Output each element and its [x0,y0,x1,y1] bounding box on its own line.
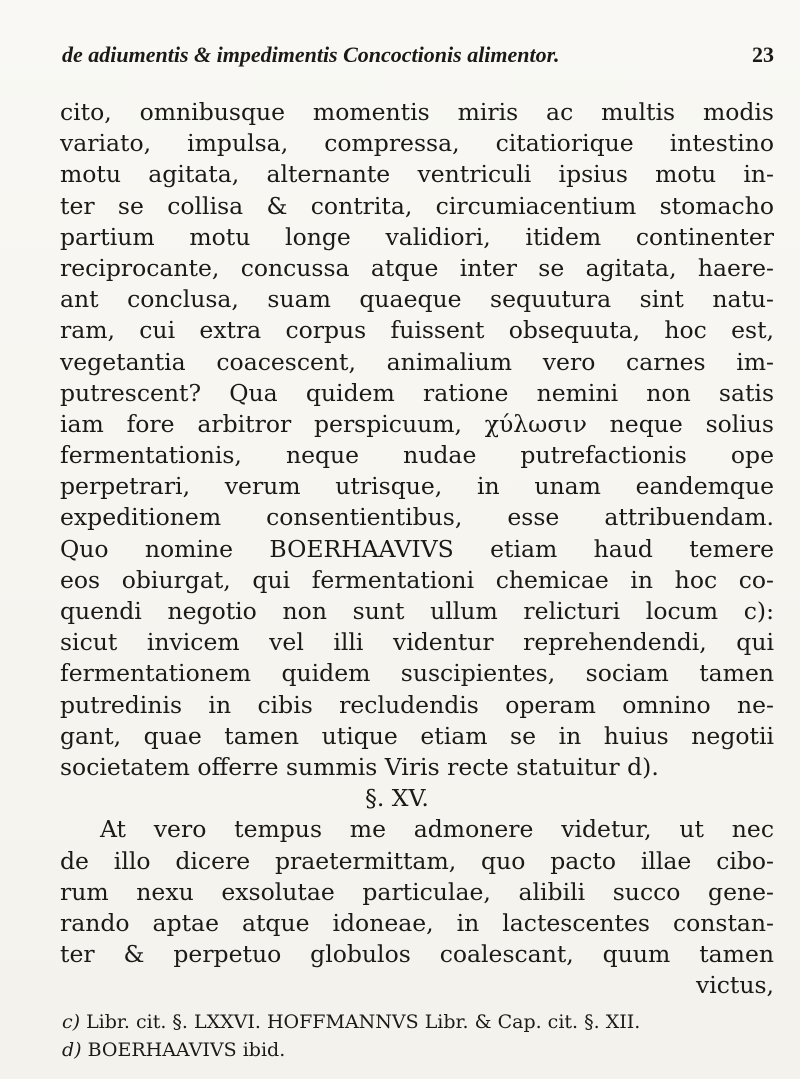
text-line: fermentationem quidem suscipientes, sociam tamen [60,659,774,688]
text-line: At vero tempus me admonere videtur, ut nec [100,815,774,844]
text-line: fermentationis, neque nudae putrefactionis ope [60,441,774,470]
header-title: de adiumentis & impedimentis Concoctionis alimentor. [62,42,560,67]
text-line: putrescent? Qua quidem ratione nemini non satis [60,378,774,407]
text-line: cito, omnibusque momentis miris ac multis modis [60,98,774,126]
footnote [62,1036,774,1064]
text-line: ant conclusa, suam quaeque sequutura sint natu- [60,285,774,314]
text-line: variato, impulsa, compressa, citatiorique intestino [60,129,774,158]
text-line: Quo nomine BOERHAAVIVS etiam haud temere [60,534,774,563]
footnote [62,1008,774,1036]
body-text [60,97,774,1001]
section-heading: §. XV. [365,784,429,813]
text-line: ter & perpetuo globulos coalescant, quum tamen [60,940,774,969]
text-line: rum nexu exsolutae particulae, alibili succo gene- [60,877,774,906]
page-number: 23 [752,42,774,67]
running-header [62,42,774,68]
text-line: rando aptae atque idoneae, in lactescentes constan- [60,908,774,937]
text-line: eos obiurgat, qui fermentationi chemicae in hoc co- [60,565,774,594]
text-line: motu agitata, alternante ventriculi ipsius motu in- [60,160,774,189]
text-line: de illo dicere praetermittam, quo pacto illae cibo- [60,846,774,875]
text-line: quendi negotio non sunt ullum relicturi locum c): [60,597,774,625]
text-line: putredinis in cibis recludendis operam omnino ne- [60,690,774,719]
text-line: iam fore arbitror perspicuum, χύλωσιν neque solius [60,409,774,438]
footnote-mark: c) [62,1011,81,1033]
footnote-text: Libr. cit. §. LXXVI. HOFFMANNVS Libr. & Cap. cit. §. XII. [86,1011,641,1033]
text-line: perpetrari, verum utrisque, in unam eandemque [60,472,774,501]
text-line: reciprocante, concussa atque inter se agitata, haere- [60,253,774,282]
footnotes [62,1008,774,1064]
text-line: sicut invicem vel illi videntur reprehendendi, qui [60,628,774,657]
text-line: partium motu longe validiori, itidem continenter [60,222,774,251]
text-line: expeditionem consentientibus, esse attribuendam. [60,503,774,532]
text-line: gant, quae tamen utique etiam se in huius negotii [60,721,774,750]
text-line: societatem offerre summis Viris recte statuitur d). [60,752,659,781]
text-line: ter se collisa & contrita, circumiacentium stomacho [60,191,774,220]
text-line: vegetantia coacescent, animalium vero carnes im- [60,347,774,376]
footnote-mark: d) [62,1039,82,1061]
text-line: ram, cui extra corpus fuissent obsequuta, hoc est, [60,316,774,345]
catchword: victus, [695,971,774,1000]
footnote-text: BOERHAAVIVS ibid. [87,1039,286,1061]
